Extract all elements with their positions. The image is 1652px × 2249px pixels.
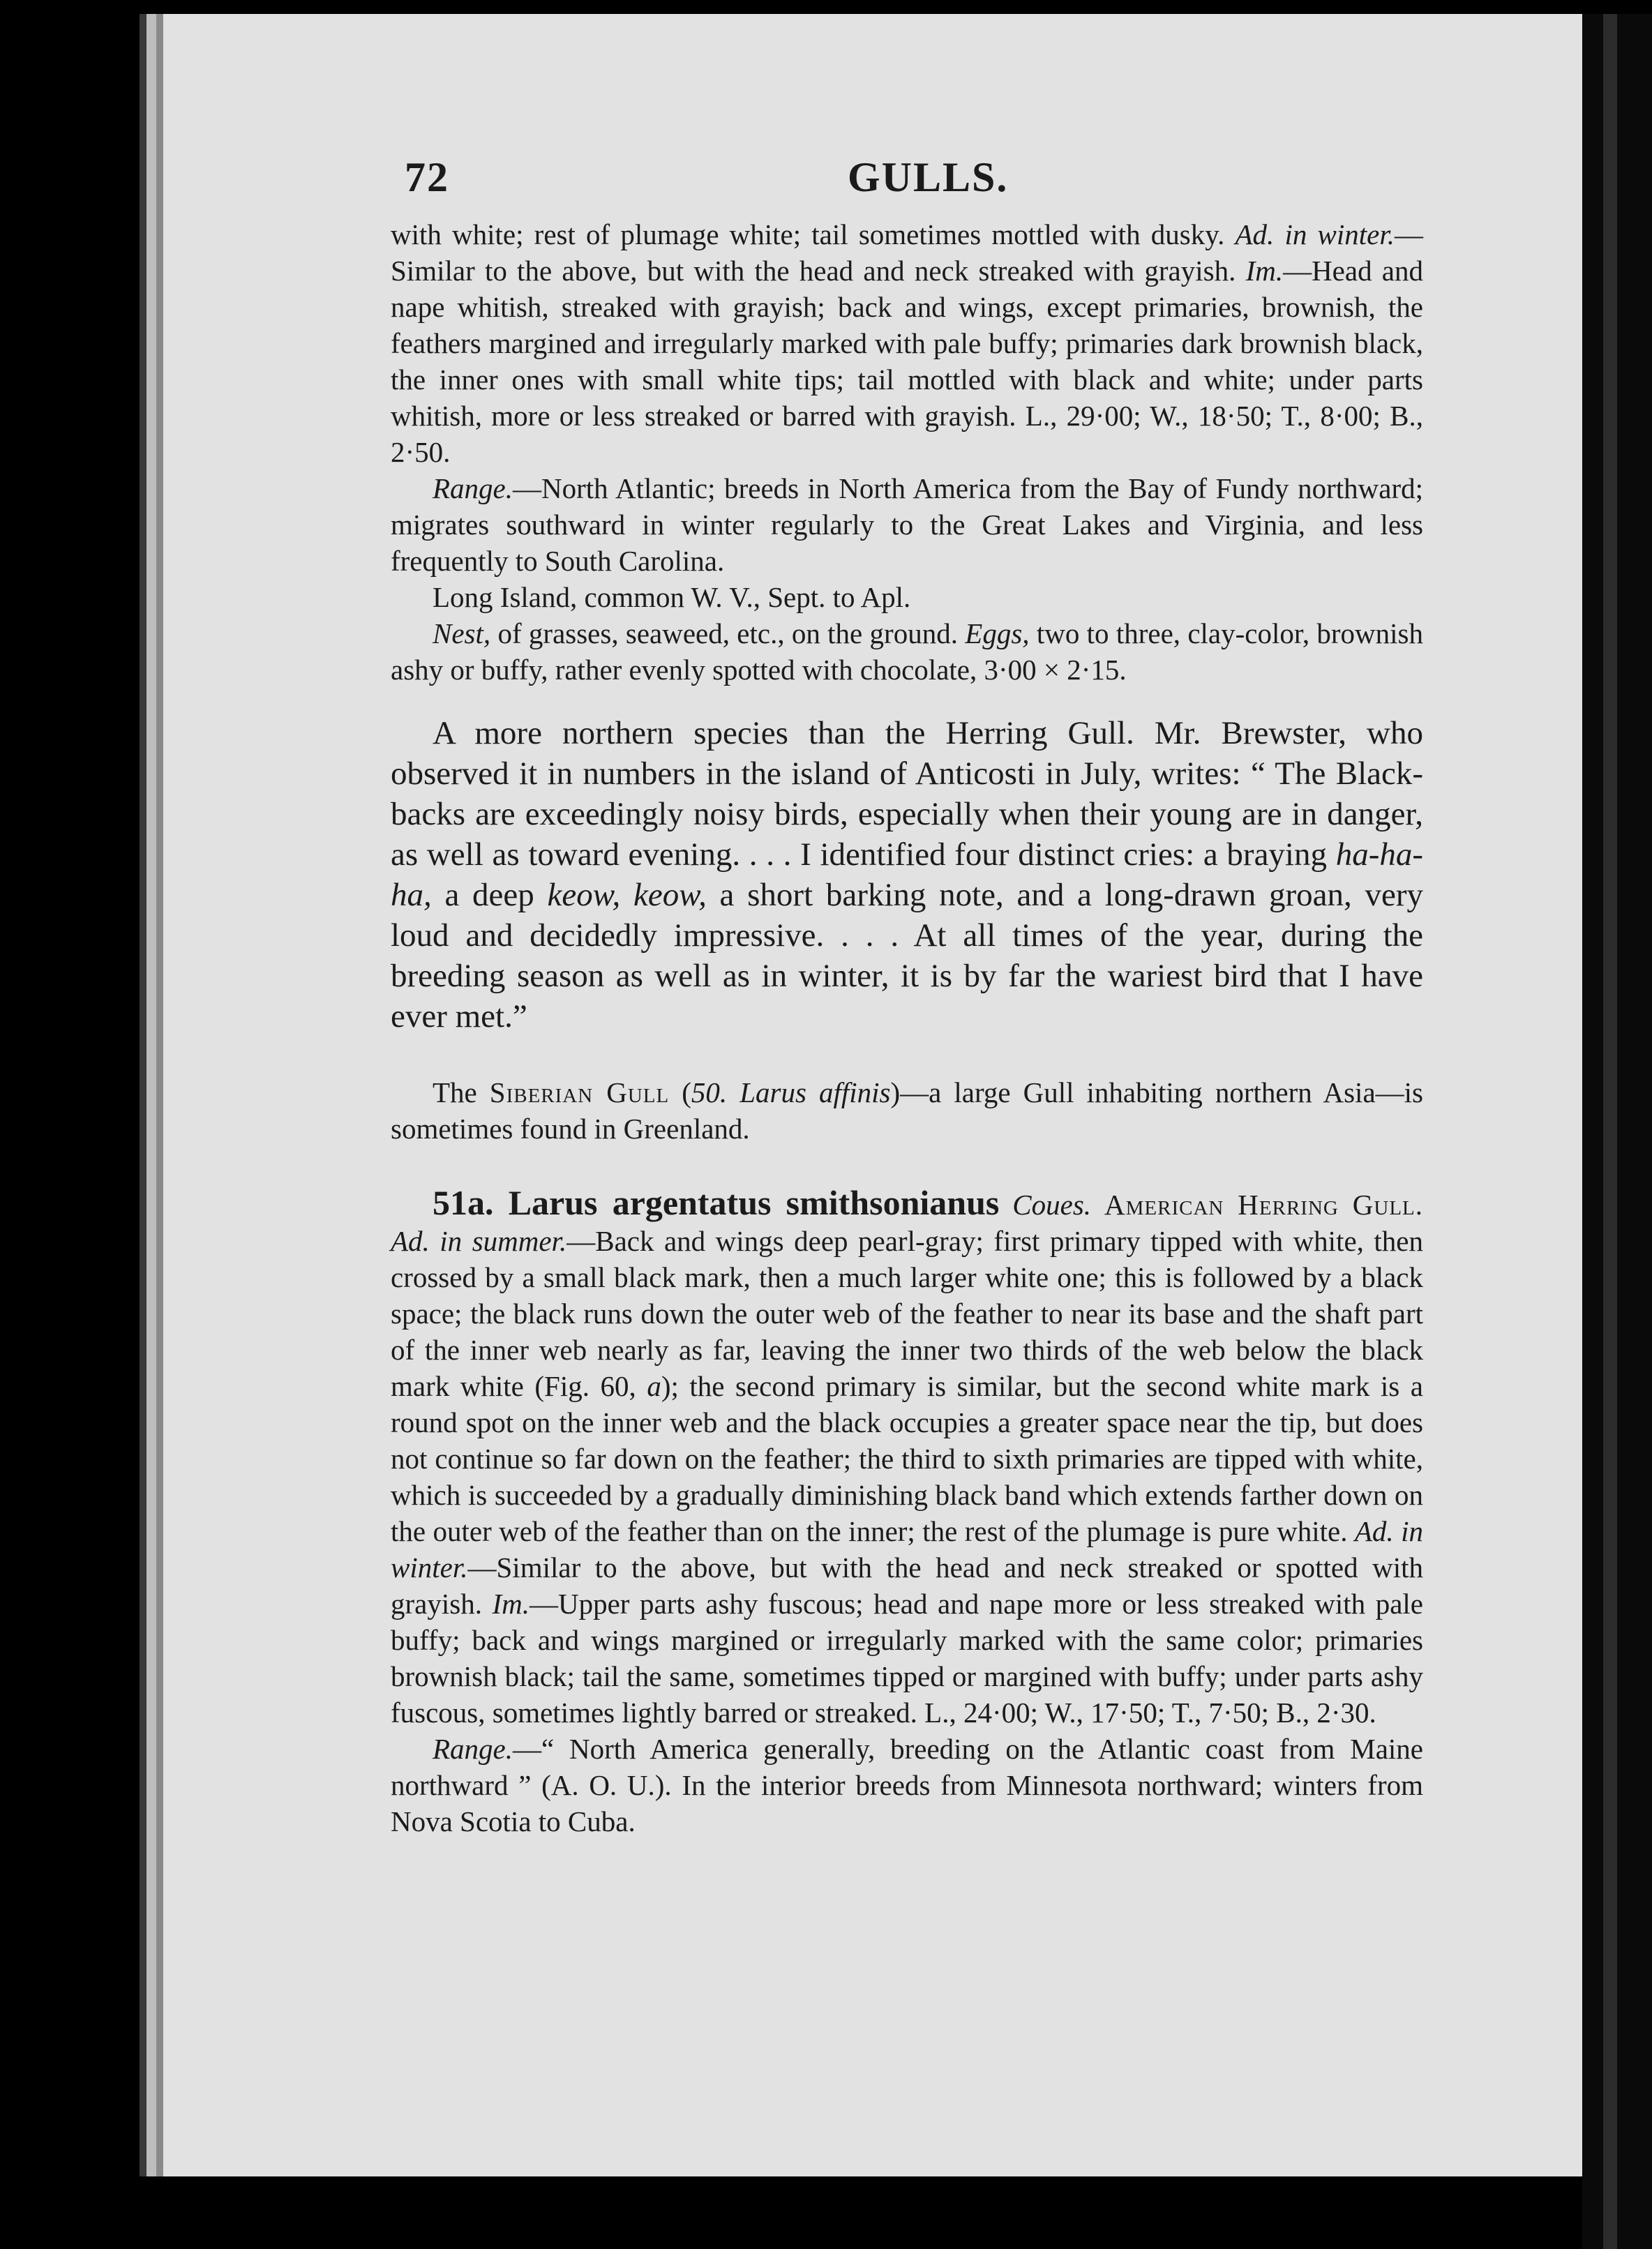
description-continued <box>391 216 1423 470</box>
spacer <box>391 1147 1423 1184</box>
text-span: —Similar to the above, but with the head and neck streaked with grayish. <box>391 218 1423 287</box>
spacer <box>391 1037 1423 1074</box>
text-span: A more northern species than the Herring Gull. Mr. Brewster, who observed it in numbers in the island of Anticosti in July, writes: “ The Black-backs are exceedingly noisy birds, especially when their young are in danger, as well as toward evening. . . . I identified four distinct cries: a braying <box>391 715 1423 873</box>
species-range <box>391 1731 1423 1840</box>
text-span: with white; rest of plumage white; tail sometimes mottled with dusky. <box>391 218 1225 250</box>
nest-label: Nest, <box>433 617 491 649</box>
italic-call: keow, keow, <box>547 877 707 913</box>
authority: Coues. <box>1012 1189 1092 1221</box>
binding-stripe <box>1603 14 1617 2249</box>
range-paragraph <box>391 470 1423 579</box>
species-entry <box>391 1184 1423 1731</box>
range-label: Range. <box>433 472 513 504</box>
text-span: ); the second primary is similar, but the second white mark is a round spot on the inner web and the black occupies a greater space near the tip, but does not continue so far down on the feather; the third to sixth primaries are tipped with white, which is succeeded by a gradually diminishing black band which extends farther down on the outer web of the feather than on the inner; the rest of the plumage is pure white. <box>391 1370 1423 1547</box>
text-span: —Similar to the above, but with the head and neck streaked or spotted with grayish. <box>391 1551 1423 1620</box>
siberian-note <box>391 1074 1423 1147</box>
text-span: —Upper parts ashy fuscous; head and nape more or less streaked with pale buffy; back and wings margined or irregularly marked with the same color; primaries brownish black; tail the same, sometimes tipped or margined with buffy; under parts ashy fuscous, sometimes lightly barred or streaked. L., 24·00; W., 17·50; T., 7·50; B., 2·30. <box>391 1588 1423 1729</box>
text-span: The <box>433 1076 490 1108</box>
italic-label: Im. <box>492 1588 530 1620</box>
italic-call: ha-ha-ha, <box>391 836 1423 913</box>
page-header <box>391 133 1423 216</box>
italic-label: Ad. in summer. <box>391 1225 567 1257</box>
nest-paragraph <box>391 615 1423 688</box>
text-span: —Head and nape whitish, streaked with grayish; back and wings, except primaries, brownish, the feathers margined and irregularly marked with pale buffy; primaries dark brownish black, the inner ones with small white tips; tail mottled with black and white; under parts whitish, more or less streaked or barred with grayish. L., 29·00; W., 18·50; T., 8·00; B., 2·50. <box>391 255 1424 468</box>
range-label: Range. <box>433 1733 513 1765</box>
text-span: ( <box>669 1076 691 1108</box>
common-name: American Herring Gull. <box>1104 1189 1424 1221</box>
page-content <box>391 133 1423 1840</box>
text-span: —Back and wings deep pearl-gray; first primary tipped with white, then crossed by a small black mark, then a much larger white one; this is followed by a black space; the black runs down the outer web of the feather to near its base and the shaft part of the inner web nearly as far, leaving the inner two thirds of the web below the black mark white (Fig. 60, <box>391 1225 1424 1402</box>
locality-paragraph: Long Island, common W. V., Sept. to Apl. <box>433 581 911 613</box>
italic-label: Ad. in winter. <box>391 1515 1424 1584</box>
nest-text: of grasses, seaweed, etc., on the ground. <box>490 617 958 649</box>
italic-label: a <box>647 1370 661 1402</box>
italic-label: Ad. in winter. <box>1235 218 1395 250</box>
eggs-text: two to three, clay-color, brownish ashy or buffy, rather evenly spotted with chocolate, 3·00 × 2·15. <box>391 617 1424 686</box>
range-text: —North Atlantic; breeds in North America from the Bay of Fundy northward; migrates southward in winter regularly to the Great Lakes and Virginia, and less frequently to South Carolina. <box>391 472 1423 577</box>
page-number: 72 <box>405 154 449 200</box>
eggs-label: Eggs, <box>965 617 1030 649</box>
species-heading: 51a. Larus argentatus smithsonianus <box>433 1183 1000 1222</box>
small-caps-name: Siberian Gull <box>489 1076 670 1108</box>
text-span: a short barking note, and a long-drawn groan, very loud and decidedly impressive. . . . At all times of the year, during the breeding season as well as in winter, it is by far the wariest bird that I have ever met.” <box>391 877 1423 1035</box>
spacer <box>391 688 1423 713</box>
scientific-name: 50. Larus affinis <box>691 1076 891 1108</box>
text-span: )—a large Gull inhabiting northern Asia—is sometimes found in Greenland. <box>391 1076 1423 1145</box>
italic-label: Im. <box>1245 255 1284 287</box>
range-text: —“ North America generally, breeding on the Atlantic coast from Maine northward ” (A. O. U.). In the interior breeds from Minnesota northward; winters from Nova Scotia to Cuba. <box>391 1733 1423 1837</box>
text-span: a deep <box>431 877 548 913</box>
body-paragraph <box>391 713 1423 1037</box>
page-edge <box>1582 14 1652 2249</box>
running-title: GULLS. <box>848 154 1009 200</box>
